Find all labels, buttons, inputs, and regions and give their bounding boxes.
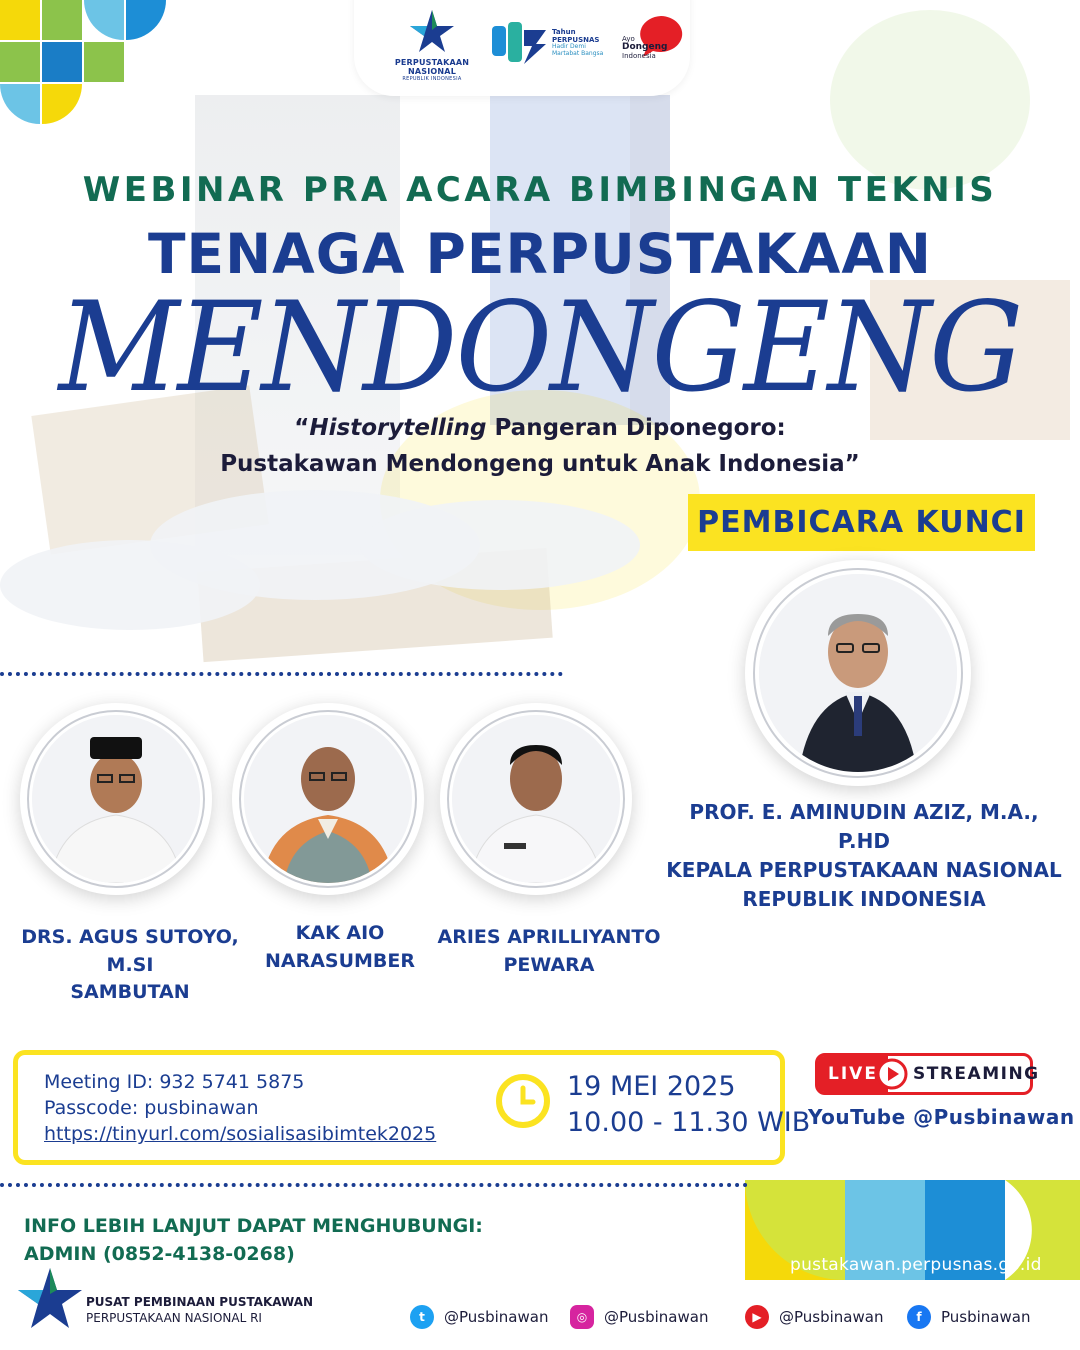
person-portrait-icon <box>452 715 620 883</box>
logo-perpusnas-sub: REPUBLIK INDONESIA <box>402 76 462 82</box>
speaker-avatar-1 <box>20 703 212 895</box>
organization-name <box>86 1295 313 1326</box>
meeting-details <box>44 1069 436 1148</box>
streaming-label: STREAMING <box>913 1064 1040 1084</box>
dongeng-label: Dongeng <box>622 42 668 53</box>
logo-ayo-dongeng <box>622 14 688 64</box>
event-datetime <box>567 1069 810 1141</box>
tagline-line2: Martabat Bangsa <box>552 50 604 58</box>
pusbinawan-star-logo-icon <box>16 1266 84 1332</box>
event-time: 10.00 - 11.30 WIB <box>567 1107 811 1139</box>
subtitle-line2: Pustakawan Mendongeng untuk Anak Indonesia” <box>220 451 860 477</box>
dotted-divider-top <box>0 672 563 676</box>
logo-tahun-perpusnas <box>492 22 603 64</box>
social-facebook[interactable] <box>907 1305 1030 1329</box>
social-youtube[interactable] <box>745 1305 883 1329</box>
live-streaming-badge <box>815 1053 1040 1095</box>
keynote-role-line1: KEPALA PERPUSTAKAAN NASIONAL <box>666 858 1062 882</box>
youtube-channel[interactable]: YouTube @Pusbinawan <box>808 1105 1075 1129</box>
clock-icon <box>494 1072 552 1130</box>
meeting-link[interactable]: https://tinyurl.com/sosialisasibimtek2025 <box>44 1123 437 1146</box>
open-quote: “ <box>294 415 310 441</box>
dotted-divider-bottom <box>0 1183 748 1187</box>
speaker-name-1: DRS. AGUS SUTOYO, M.SI <box>21 926 239 976</box>
perpusnas-label: PERPUSNAS <box>552 36 600 45</box>
keynote-role-line2: REPUBLIK INDONESIA <box>742 887 986 911</box>
logo-perpusnas <box>376 8 488 82</box>
meeting-id: Meeting ID: 932 5741 5875 <box>44 1071 305 1093</box>
event-date: 19 MEI 2025 <box>567 1071 736 1102</box>
tagline-line1: Hadir Demi <box>552 43 586 51</box>
twitter-handle: @Pusbinawan <box>444 1308 549 1326</box>
event-title-line2: TENAGA PERPUSTAKAAN <box>148 222 932 286</box>
event-title-line1: WEBINAR PRA ACARA BIMBINGAN TEKNIS <box>82 170 998 210</box>
keynote-name: PROF. E. AMINUDIN AZIZ, M.A., P.HD <box>689 800 1039 853</box>
indonesia-label: Indonesia <box>622 51 656 60</box>
live-label: LIVE <box>818 1056 888 1092</box>
speaker-info-3 <box>432 924 666 979</box>
tahun-perpusnas-mark-icon <box>492 22 548 64</box>
social-twitter[interactable] <box>410 1305 548 1329</box>
corner-pattern-top-left <box>0 0 170 130</box>
instagram-icon: ◎ <box>570 1305 594 1329</box>
speaker-name-2: KAK AIO <box>295 922 385 944</box>
keynote-info <box>660 798 1068 914</box>
instagram-handle: @Pusbinawan <box>604 1308 709 1326</box>
website-url[interactable]: pustakawan.perpusnas.go.id <box>790 1255 1042 1275</box>
speaker-info-2 <box>240 920 440 975</box>
star-logo-icon <box>408 8 456 54</box>
play-icon <box>876 1058 908 1090</box>
tahun-label: Tahun <box>552 28 576 37</box>
speaker-role-2: NARASUMBER <box>264 949 416 972</box>
speaker-avatar-3 <box>440 703 632 895</box>
person-portrait-icon <box>32 715 200 883</box>
twitter-icon: t <box>410 1305 434 1329</box>
speaker-role-3: PEWARA <box>503 953 595 976</box>
logo-perpusnas-name: PERPUSTAKAAN NASIONAL <box>394 58 470 76</box>
facebook-icon: f <box>907 1305 931 1329</box>
event-title-script: MENDONGENG <box>58 274 1022 420</box>
facebook-handle: Pusbinawan <box>941 1308 1031 1326</box>
contact-line1: INFO LEBIH LANJUT DAPAT MENGHUBUNGI: <box>24 1215 483 1237</box>
keynote-badge: PEMBICARA KUNCI <box>688 494 1035 551</box>
speaker-info-1 <box>0 924 260 1007</box>
contact-info <box>24 1213 483 1268</box>
person-portrait-icon <box>244 715 412 883</box>
subtitle-italic-word: Historytelling <box>309 415 487 441</box>
speaker-name-3: ARIES APRILLIYANTO <box>437 926 661 948</box>
subtitle-line1-rest: Pangeran Diponegoro: <box>486 415 786 441</box>
subtitle-line1 <box>0 415 1080 441</box>
org-line2: PERPUSTAKAAN NASIONAL RI <box>86 1310 262 1325</box>
social-instagram[interactable] <box>570 1305 708 1329</box>
person-portrait-icon <box>759 574 957 772</box>
contact-admin-phone: ADMIN (0852-4138-0268) <box>24 1242 295 1265</box>
youtube-handle: @Pusbinawan <box>779 1308 884 1326</box>
ayo-label: Ayo <box>622 35 635 43</box>
speaker-role-1: SAMBUTAN <box>70 981 190 1004</box>
youtube-icon: ▶ <box>745 1305 769 1329</box>
org-line1: PUSAT PEMBINAAN PUSTAKAWAN <box>86 1295 314 1309</box>
meeting-passcode: Passcode: pusbinawan <box>44 1097 259 1120</box>
keynote-avatar <box>745 560 971 786</box>
speaker-avatar-2 <box>232 703 424 895</box>
